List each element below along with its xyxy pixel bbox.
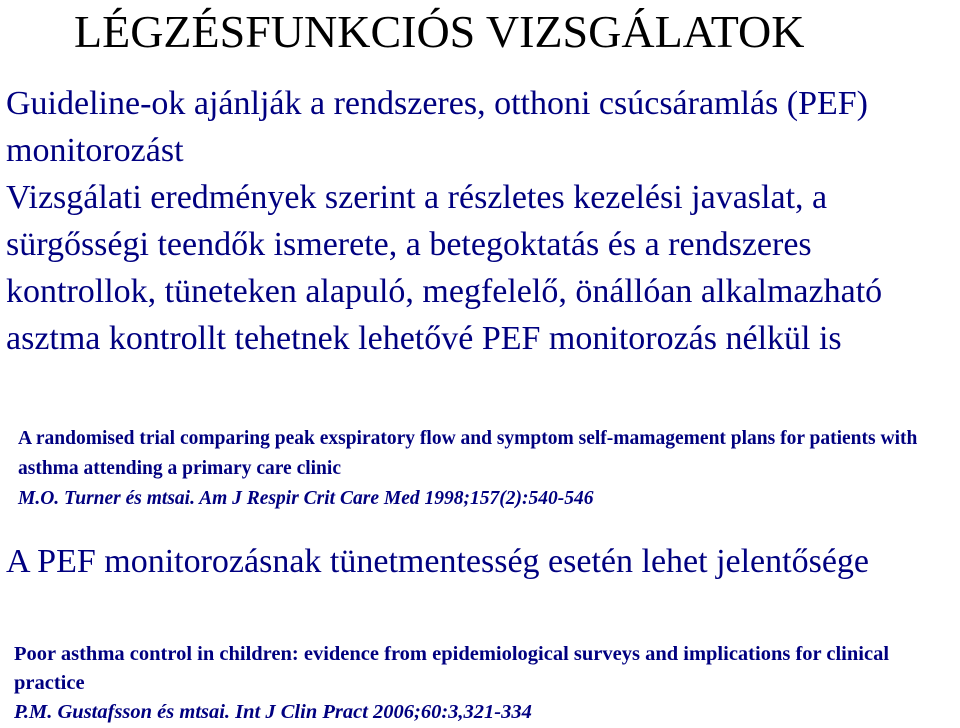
main-bullet-text — [6, 80, 956, 362]
reference-turner — [18, 424, 948, 514]
reference-title: Poor asthma control in children: evidence from epidemiological surveys and implications for clinical practice — [14, 643, 890, 694]
paragraph-pef-guideline: Guideline-ok ajánlják a rendszeres, otthoni csúcsáramlás (PEF) monitorozást — [6, 85, 869, 169]
reference-citation: P.M. Gustafsson és mtsai. Int J Clin Pract 2006;60:3,321-334 — [14, 701, 532, 723]
paragraph-study-results: Vizsgálati eredmények szerint a részletes kezelési javaslat, a sürgősségi teendők ismerete, a betegoktatás és a rendszeres kontrollok, tüneteken alapuló, megfelelő, önállóan alkalmazható asztma kontrollt tehetnek lehetővé PEF monitorozás nélkül is — [6, 179, 883, 357]
reference-citation: M.O. Turner és mtsai. Am J Respir Crit Care Med 1998;157(2):540-546 — [18, 488, 594, 509]
reference-gustafsson — [14, 640, 958, 727]
slide-title: LÉGZÉSFUNKCIÓS VIZSGÁLATOK — [74, 6, 805, 57]
reference-title: A randomised trial comparing peak exspiratory flow and symptom self-mamagement plans for patients with asthma attending a primary care clinic — [18, 428, 918, 479]
pef-statement: A PEF monitorozásnak tünetmentesség esetén lehet jelentősége — [6, 543, 869, 580]
